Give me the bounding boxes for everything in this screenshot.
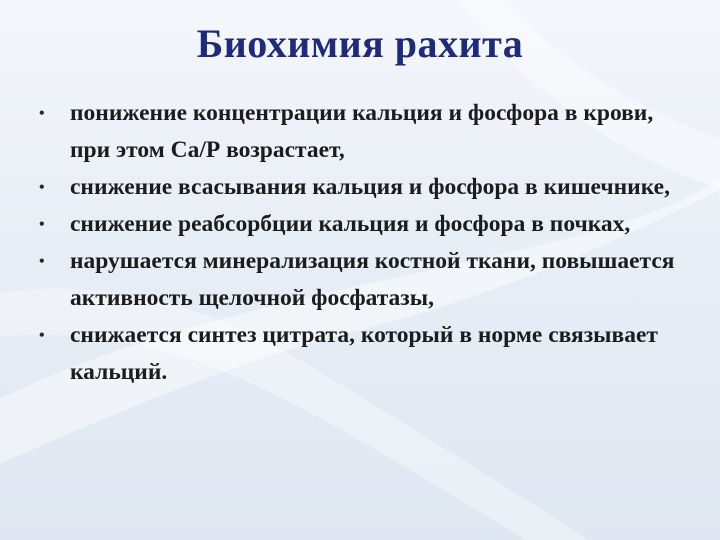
bullet-item <box>36 206 696 243</box>
bullet-item <box>36 169 696 206</box>
slide-title: Биохимия рахита <box>196 21 524 66</box>
bullet-marker: • <box>39 105 45 122</box>
bullet-marker: • <box>39 253 45 270</box>
bullet-text: нарушается минерализация костной ткани, повышается активность щелочной фосфатазы, <box>70 248 675 311</box>
bullet-text: снижение всасывания кальция и фосфора в кишечнике, <box>70 174 670 200</box>
bullet-list <box>36 95 696 391</box>
bullet-marker: • <box>39 179 45 196</box>
bullet-marker: • <box>39 327 45 344</box>
bullet-text: снижается синтез цитрата, который в норме связывает кальций. <box>70 322 658 385</box>
bullet-item <box>36 317 696 391</box>
bullet-text: понижение концентрации кальция и фосфора в крови, при этом Са/Р возрастает, <box>70 100 654 163</box>
bullet-item <box>36 95 696 169</box>
bullet-item <box>36 243 696 317</box>
bullet-text: снижение реабсорбции кальция и фосфора в почках, <box>70 211 631 237</box>
bullet-marker: • <box>39 216 45 233</box>
